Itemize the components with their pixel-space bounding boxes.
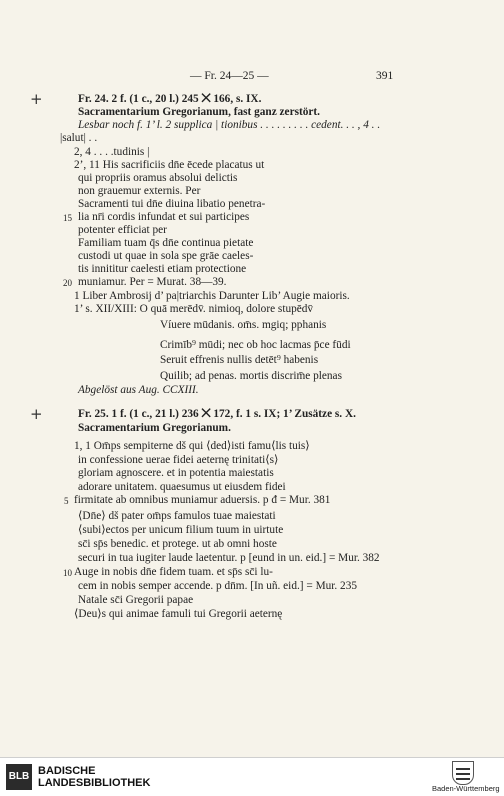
text-line: 1’ s. XII/XIII: O quā merēdv̄. nimioq, dolore stupēdv̄ — [74, 303, 314, 315]
line-number: 5 — [64, 496, 69, 506]
library-name-line1: BADISCHE — [38, 765, 96, 777]
text-line: 1, 1 Om̄ps sempiterne dš qui ⟨ded⟩isti famu⟨lis tuis⟩ — [74, 440, 310, 452]
text-line: ⟨subi⟩ectos per unicum filium tuum in uirtute — [78, 524, 284, 536]
blb-logo: BLB — [6, 764, 32, 790]
fr24-heading: Fr. 24. 2 f. (1 c., 20 l.) 245 ⨉ 166, s. IX. — [78, 93, 262, 105]
text-line: cem in nobis semper accende. p dn̄m. [In uñ. eid.] = Mur. 235 — [78, 580, 357, 592]
line-number: 10 — [63, 568, 72, 578]
text-line: in confessione uerae fidei aeternę trinitati⟨s⟩ — [78, 454, 279, 466]
text-line: Lesbar noch f. 1’ l. 2 supplica | tionibus . . . . . . . . . cedent. . . , 4 . . — [78, 119, 381, 131]
margin-plus-mark: + — [30, 405, 43, 423]
library-name — [38, 765, 150, 789]
verse-line: Crimīb⁹ mūdi; nec ob hoc lacmas p̄ce fūdi — [160, 339, 351, 351]
verse-line: Quilib; ad penas. mortis discrim̄e plenas — [160, 370, 342, 382]
text-line: Abgelöst aus Aug. CCXIII. — [78, 384, 199, 396]
running-title: — Fr. 24—25 — — [190, 70, 269, 82]
text-line: muniamur. Per = Murat. 38—39. — [78, 276, 227, 288]
text-line: non grauemur externis. Per — [78, 185, 201, 197]
text-line: 1 Liber Ambrosij d’ pa|triarchis Darunter Lib’ Augie maioris. — [74, 290, 350, 302]
footer-bar — [0, 757, 504, 796]
crest-icon — [452, 761, 474, 785]
library-name-line2: LANDESBIBLIOTHEK — [38, 777, 151, 789]
text-line: potenter efficiat per — [78, 224, 167, 236]
text-line: sc̄i sp̄s benedic. et protege. ut ab omni hoste — [78, 538, 277, 550]
text-line: Familiam tuam q̄s dn̄e continua pietate — [78, 237, 254, 249]
text-line: ⟨Deu⟩s qui animae famuli tui Gregorii aeternę — [74, 608, 283, 620]
line-number: 15 — [63, 213, 72, 223]
page-number: 391 — [376, 70, 394, 82]
text-line: Natale sc̄i Gregorii papae — [78, 594, 194, 606]
text-line: adorare unitatem. quaesumus ut eiusdem fidei — [78, 481, 286, 493]
text-line: |salut| . . — [60, 132, 98, 144]
text-line: Auge in nobis dn̄e fidem tuam. et sp̄s sc̄i lu- — [74, 566, 273, 578]
margin-plus-mark: + — [30, 90, 43, 108]
region-name: Baden-Württemberg — [432, 784, 500, 793]
text-line: tis innititur caelesti etiam protectione — [78, 263, 247, 275]
text-line: securi in tua iugiter laude laetentur. p [eund in un. eid.] = Mur. 382 — [78, 552, 380, 564]
text-line: lia nr̄i cordis infundat et sui participes — [78, 211, 250, 223]
text-line: 2, 4 . . . .tudinis | — [74, 146, 150, 158]
verse-line: Seruit effrenis nullis detēt⁹ habenis — [160, 354, 319, 366]
text-line: firmitate ab omnibus muniamur aduersis. p đ = Mur. 381 — [74, 494, 331, 506]
text-line: Sacramenti tui dn̄e diuina libatio penetra- — [78, 198, 266, 210]
text-line: 2’, 11 His sacrificiis dn̄e ēcede placatus ut — [74, 159, 265, 171]
text-line: qui propriis oramus absolui delictis — [78, 172, 238, 184]
fr25-heading: Fr. 25. 1 f. (1 c., 21 l.) 236 ⨉ 172, f. 1 s. IX; 1’ Zusätze s. X. — [78, 408, 356, 420]
verse-line: Víuere mūdanis. om̄s. mgiq; pphanis — [160, 319, 327, 331]
text-line: ⟨Dn̄e⟩ dš pater om̄ps famulos tuae maiestati — [78, 510, 276, 522]
fr24-subheading: Sacramentarium Gregorianum, fast ganz zerstört. — [78, 106, 320, 118]
text-line: gloriam agnoscere. et in potentia maiestatis — [78, 467, 274, 479]
text-line: custodi ut quae in sola spe grāe caeles- — [78, 250, 254, 262]
fr25-subheading: Sacramentarium Gregorianum. — [78, 422, 231, 434]
line-number: 20 — [63, 278, 72, 288]
